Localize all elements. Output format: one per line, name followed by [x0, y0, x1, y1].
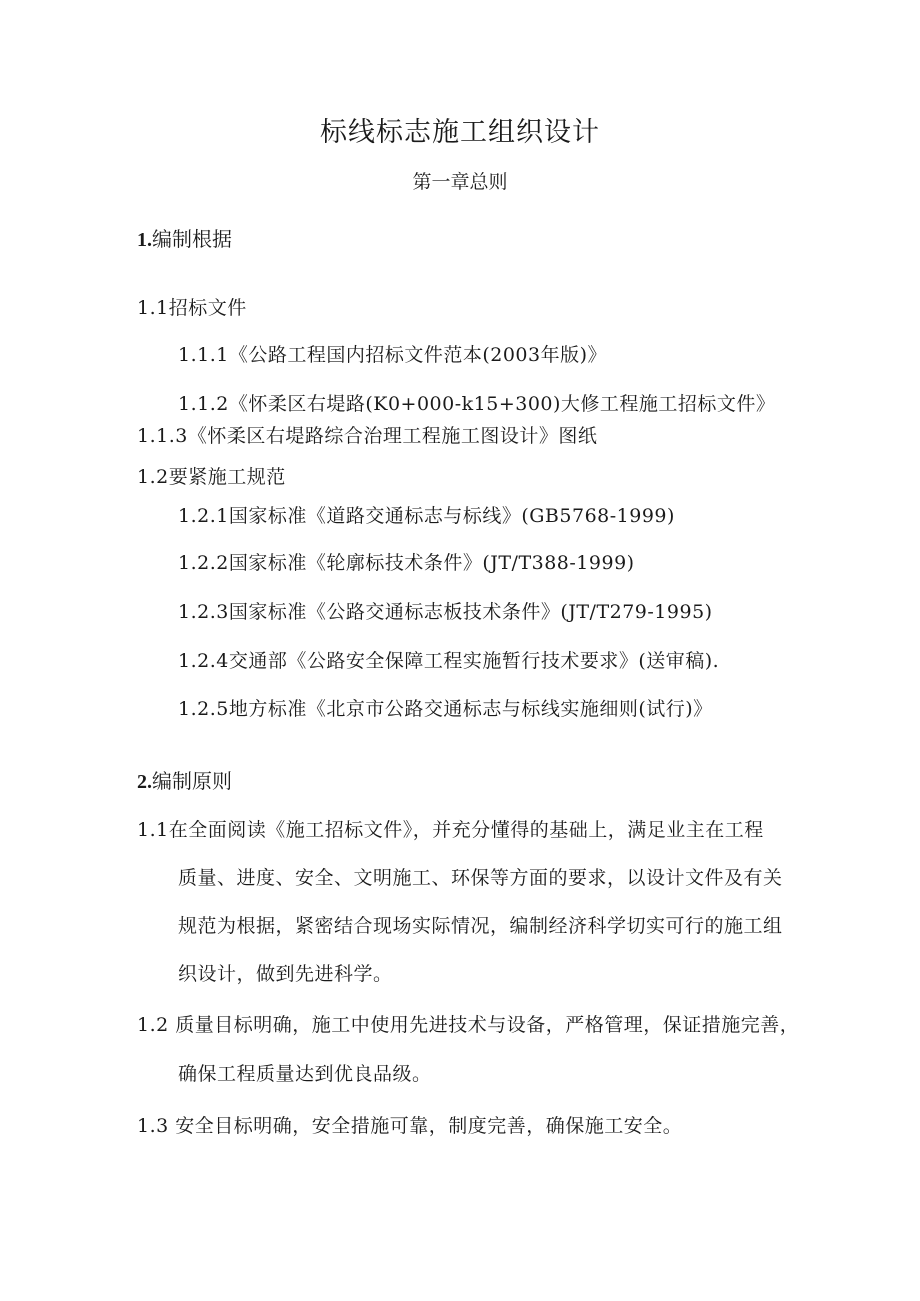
chapter-heading: 第一章总则 [412, 171, 508, 193]
section-heading-2 [137, 768, 232, 795]
subsection-1-2: 1.2要紧施工规范 [137, 466, 286, 488]
paragraph-line: 确保工程质量达到优良品级。 [178, 1063, 432, 1085]
paragraph-line: 1.2 质量目标明确，施工中使用先进技术与设备，严格管理，保证措施完善， [137, 1014, 800, 1036]
section-title: 编制原则 [152, 769, 232, 793]
item-1-1-2: 1.1.2《怀柔区右堤路(K0+000-k15+300)大修工程施工招标文件》 [178, 393, 776, 415]
section-number: 2. [137, 771, 152, 793]
section-heading-1 [137, 226, 232, 253]
item-1-2-3: 1.2.3国家标准《公路交通标志板技术条件》(JT/T279-1995) [178, 601, 713, 623]
item-1-2-2: 1.2.2国家标准《轮廓标技术条件》(JT/T388-1999) [178, 552, 635, 574]
paragraph-line: 1.3 安全目标明确，安全措施可靠，制度完善，确保施工安全。 [137, 1115, 683, 1137]
item-1-2-1: 1.2.1国家标准《道路交通标志与标线》(GB5768-1999) [178, 505, 675, 527]
paragraph-line: 1.1在全面阅读《施工招标文件》，并充分懂得的基础上，满足业主在工程 [137, 819, 764, 841]
document-title: 标线标志施工组织设计 [320, 117, 600, 148]
section-title: 编制根据 [152, 227, 232, 251]
paragraph-line: 规范为根据，紧密结合现场实际情况，编制经济科学切实可行的施工组 [178, 915, 783, 937]
subsection-1-1: 1.1招标文件 [137, 297, 247, 319]
section-number: 1. [137, 229, 152, 251]
item-1-2-4: 1.2.4交通部《公路安全保障工程实施暂行技术要求》(送审稿). [178, 650, 720, 672]
item-1-1-1: 1.1.1《公路工程国内招标文件范本(2003年版)》 [178, 344, 608, 366]
item-1-1-3: 1.1.3《怀柔区右堤路综合治理工程施工图设计》图纸 [137, 425, 598, 447]
item-1-2-5: 1.2.5地方标准《北京市公路交通标志与标线实施细则(试行)》 [178, 698, 713, 720]
paragraph-line: 质量、进度、安全、文明施工、环保等方面的要求，以设计文件及有关 [178, 867, 783, 889]
paragraph-line: 织设计，做到先进科学。 [178, 963, 393, 985]
